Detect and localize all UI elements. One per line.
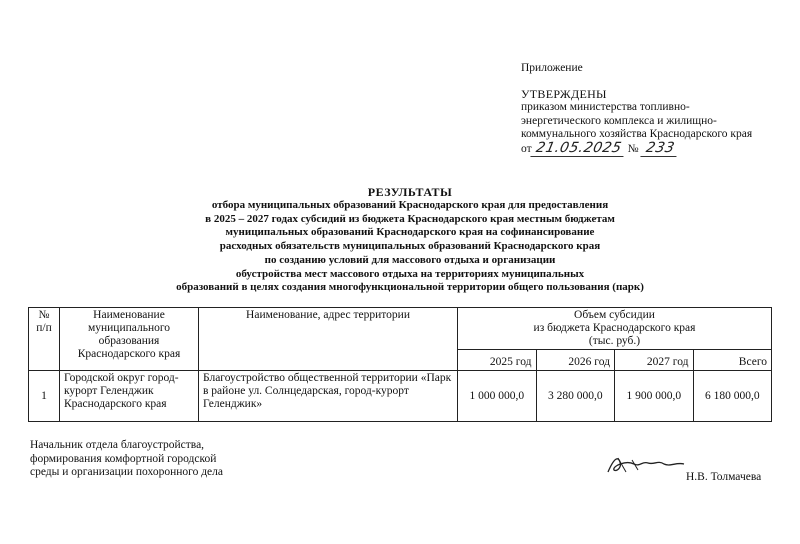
header-total: Всего (693, 350, 772, 371)
title-line: по созданию условий для массового отдыха и организации (264, 253, 556, 266)
row-num: 1 (29, 371, 60, 422)
position-line: формирования комфортной городской (30, 452, 217, 465)
title-line: в 2025 – 2027 годах субсидий из бюджета Краснодарского края местным бюджетам (205, 212, 615, 225)
title-line: отбора муниципальных образований Краснодарского края для предоставления (211, 199, 609, 211)
approval-line: коммунального хозяйства Краснодарского края (521, 128, 753, 140)
handwritten-signature (604, 452, 688, 476)
approval-line: энергетического комплекса и жилищно- (521, 114, 717, 127)
row-value-2026: 3 280 000,0 (536, 371, 615, 422)
row-municipality: Городской округ город-курорт Геленджик Краснодарского края (60, 371, 199, 422)
signer-name: Н.В. Толмачева (686, 471, 762, 483)
signatory-position (30, 439, 260, 480)
header-territory: Наименование, адрес территории (199, 308, 458, 371)
row-value-2025: 1 000 000,0 (458, 371, 537, 422)
document-title (120, 186, 700, 295)
position-line: среды и организации похоронного дела (30, 466, 223, 478)
header-year-2026: 2026 год (536, 350, 615, 371)
title-line: образований в целях создания многофункциональной территории общего пользования (парк) (176, 281, 644, 294)
title-line: обустройства мест массового отдыха на территориях муниципальных (235, 267, 585, 280)
header-volume-line: из бюджета Краснодарского края (533, 322, 696, 334)
position-line: Начальник отдела благоустройства, (30, 439, 205, 451)
approval-line: приказом министерства топливно- (521, 101, 690, 113)
header-volume (458, 308, 772, 350)
header-num: № п/п (29, 308, 60, 371)
table-header-row (29, 308, 772, 350)
results-table (28, 307, 772, 422)
approval-stamp (521, 62, 791, 156)
header-volume-line: (тыс. руб.) (588, 335, 641, 347)
date-prefix: от (521, 142, 532, 155)
title-heading: РЕЗУЛЬТАТЫ (367, 185, 453, 199)
row-value-2027: 1 900 000,0 (615, 371, 694, 422)
header-year-2025: 2025 год (458, 350, 537, 371)
table-row (29, 371, 772, 422)
number-prefix: № (627, 142, 639, 155)
header-year-2027: 2027 год (615, 350, 694, 371)
header-municipality: Наименование муниципального образования Краснодарского края (60, 308, 199, 371)
row-value-total: 6 180 000,0 (693, 371, 772, 422)
title-line: расходных обязательств муниципальных образований Краснодарского края (219, 240, 601, 253)
appendix-label: Приложение (521, 62, 583, 74)
order-date: 21.05.2025 (530, 142, 626, 157)
row-territory: Благоустройство общественной территории «Парк в районе ул. Солнцедарская, город-курорт Геленджик» (199, 371, 458, 422)
approved-label: УТВЕРЖДЕНЫ (521, 86, 607, 101)
order-date-number (521, 139, 791, 157)
title-line: муниципальных образований Краснодарского края на софинансирование (225, 226, 595, 239)
header-volume-line: Объем субсидии (574, 309, 655, 321)
order-number: 233 (640, 142, 679, 157)
